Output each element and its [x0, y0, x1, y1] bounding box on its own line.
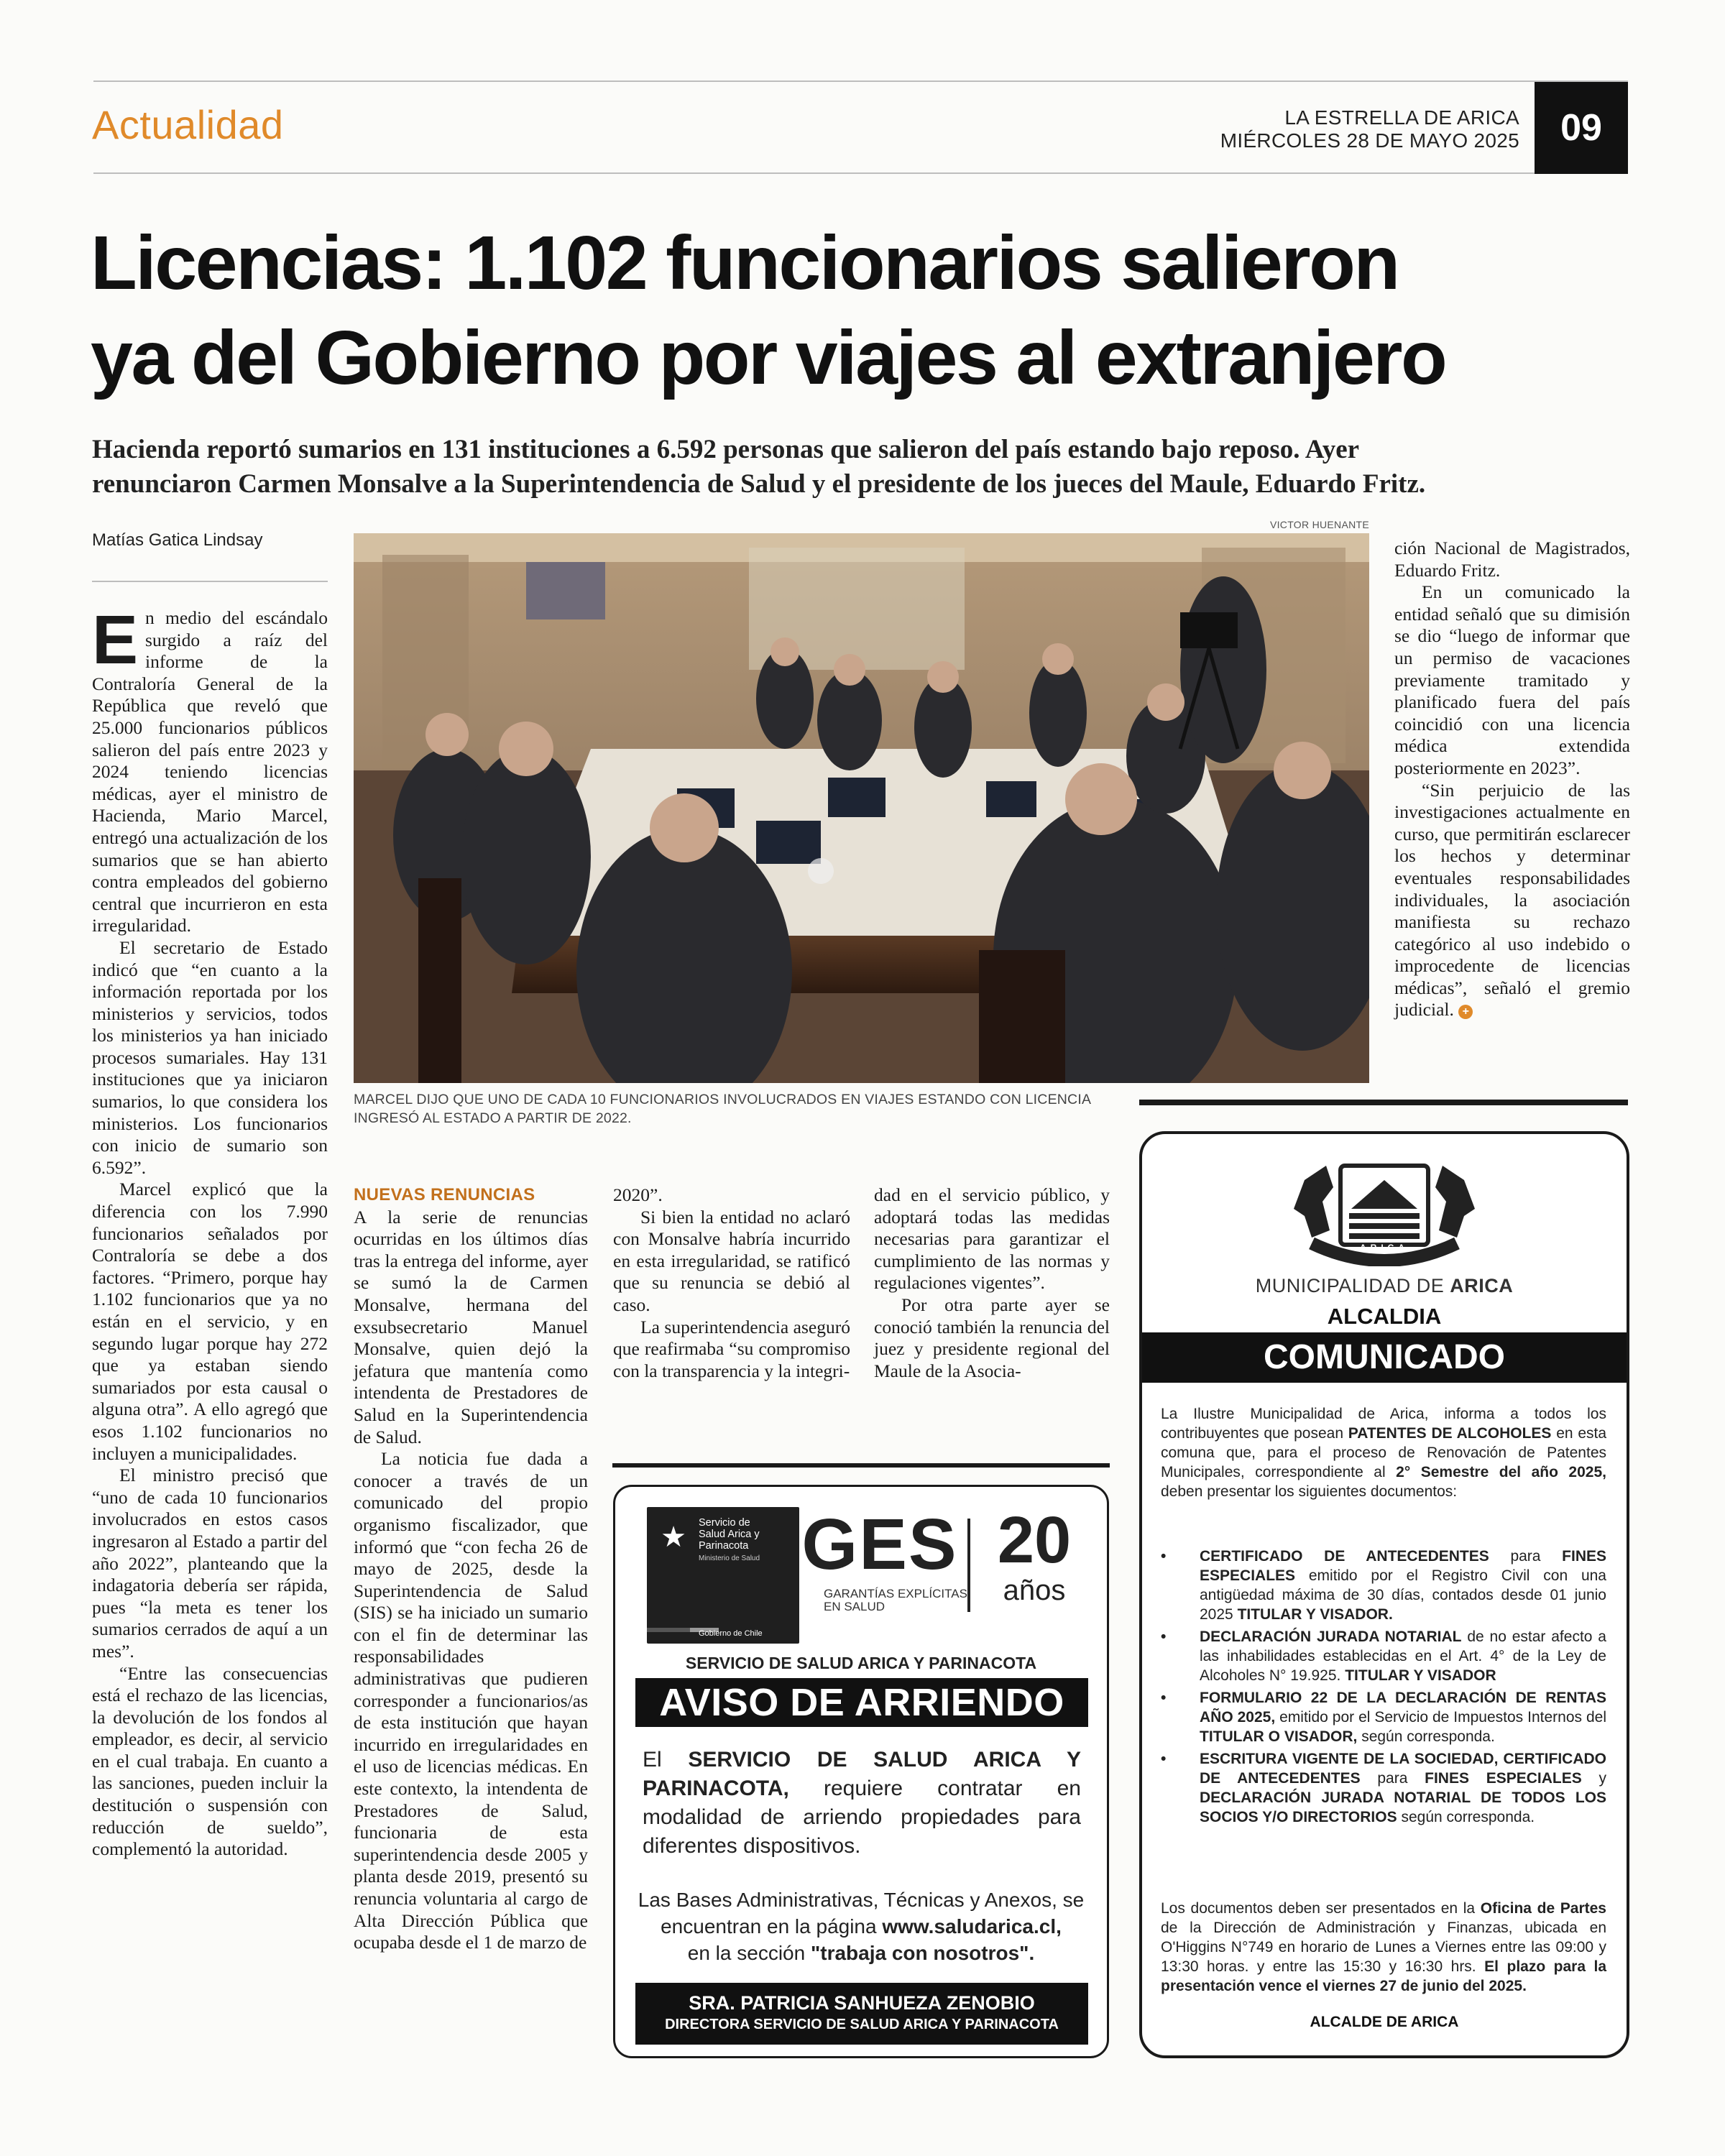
- bullet-icon: •: [1161, 1548, 1167, 1565]
- article-paragraph: “Sin perjuicio de las investigaciones actualmente en curso, que permitirán esclarecer los hechos y determinar eventuales responsabilidades individuales, la asociación manifiesta su rechazo categórico al uso indebido o improcedente de licencias médicas”, señaló el gremio judicial. +: [1394, 779, 1630, 1021]
- article-paragraph: Si bien la entidad no aclaró con Monsalve habría incurrido en esta irregularidad, se ratificó que su renuncia se debió al caso.: [613, 1206, 850, 1315]
- byline: Matías Gatica Lindsay: [92, 530, 263, 550]
- comunicado-title: COMUNICADO: [1264, 1338, 1505, 1376]
- ges-years: 20 años: [997, 1503, 1072, 1606]
- article-column-1: [92, 602, 328, 1861]
- deck: [92, 433, 1644, 502]
- list-item: • FORMULARIO 22 DE LA DECLARACIÓN DE RENTAS AÑO 2025, emitido por el Servicio de Impuestos Internos del TITULAR O VISADOR, según corresponda.: [1161, 1690, 1606, 1745]
- masthead-date: MIÉRCOLES 28 DE MAYO 2025: [1220, 129, 1519, 152]
- article-paragraph: En medio del escándalo surgido a raíz del informe de la Contraloría General de la República que reveló que 25.000 funcionarios públicos salieron del país entre 2023 y 2024 teniendo licencias médicas, ayer el ministro de Hacienda, Mario Marcel, entregó una actualización de los sumarios que se han abierto contra empleados del gobierno central que incurrieron en esta irregularidad.: [92, 602, 328, 936]
- bullet-icon: •: [1161, 1690, 1167, 1706]
- ges-ad-top-rule: [612, 1463, 1110, 1468]
- caption-line-1: MARCEL DIJO QUE UNO DE CADA 10 FUNCIONARIOS INVOLUCRADOS EN VIAJES ESTANDO CON LICENCIA: [354, 1092, 1092, 1107]
- article-column-2: [354, 1184, 588, 1954]
- masthead-name: LA ESTRELLA DE ARICA: [1284, 106, 1519, 129]
- deck-line-1: Hacienda reportó sumarios en 131 instituciones a 6.592 personas que salieron del país estando bajo reposo. Ayer: [92, 435, 1360, 464]
- drop-cap: E: [92, 602, 139, 678]
- comunicado-band: [1142, 1332, 1627, 1383]
- ges-signature-band: [635, 1983, 1088, 2045]
- ges-service-name: SERVICIO DE SALUD ARICA Y PARINACOTA: [685, 1654, 1037, 1672]
- headline-line-1: Licencias: 1.102 funcionarios salieron: [91, 221, 1399, 305]
- end-mark-icon: +: [1458, 1005, 1473, 1019]
- alcaldia-label: ALCALDIA: [1327, 1304, 1442, 1329]
- municipal-ad: [1139, 1131, 1629, 2058]
- article-paragraph: El ministro precisó que “uno de cada 10 funcionarios involucrados en estos casos ingresaron al Estado a partir del año 2022”, planteando que la indagatoria debería ser rápida, pues “la meta es tener los sumarios cerrados de aquí a un mes”.: [92, 1465, 328, 1662]
- subhead-nuevas-renuncias: NUEVAS RENUNCIAS: [354, 1185, 535, 1204]
- article-paragraph: La noticia fue dada a conocer a través de un comunicado del propio organismo fiscalizador, que informó que “con fecha 26 de mayo de 2025, desde la Superintendencia de Salud (SIS) se ha iniciado un sumario con el fin de determinar las responsabilidades administrativas que pudieren corresponder a funcionarios/as de esta institución que hayan incurrido en irregularidades en el uso de licencias médicas. En este contexto, la intendenta de Prestadores de Salud, funcionaria de esta superintendencia desde 2005 y planta desde 2019, presentó su renuncia voluntaria al cargo de Alta Dirección Pública que ocupaba desde el 1 de marzo de: [354, 1448, 588, 1953]
- meeting-illustration: [354, 533, 1369, 1083]
- headline: [91, 216, 1643, 405]
- crest-ribbon-label: ARICA: [1360, 1243, 1409, 1253]
- bullet-icon: •: [1161, 1751, 1167, 1767]
- article-paragraph: A la serie de renuncias ocurridas en los últimos días tras la entrega del informe, ayer se sumó la de Carmen Monsalve, hermana del exsubsecretario Manuel Monsalve, quien dejó la jefatura que mantenía como intendenta de Prestadores de Salud en la Superintendencia de Salud.: [354, 1206, 588, 1447]
- article-paragraph: ción Nacional de Magistrados, Eduardo Fritz.: [1394, 538, 1630, 581]
- list-item: • CERTIFICADO DE ANTECEDENTES para FINES ESPECIALES emitido por el Registro Civil con una antigüedad máxima de 30 días, contados desde 01 junio 2025 TITULAR Y VISADOR.: [1161, 1548, 1607, 1623]
- top-rule: [93, 80, 1628, 82]
- headline-line-2: ya del Gobierno por viajes al extranjero: [91, 315, 1446, 400]
- salud-arica-logo: ★ Servicio de Salud Arica y Parinacota Ministerio de Salud Gobierno de Chile: [647, 1507, 799, 1644]
- article-paragraph: “Entre las consecuencias está el rechazo de las licencias, la devolución de los fondos al empleador, es decir, al servicio en el cual trabaja. En cuanto a las sanciones, pueden incluir la destitución o suspensión con reducción de sueldo”, complementó la autoridad.: [92, 1662, 328, 1860]
- ges-website-link[interactable]: www.saludarica.cl,: [882, 1915, 1062, 1938]
- ges-bases: Las Bases Administrativas, Técnicas y Anexos, se encuentran en la página www.saludarica.cl, en la sección "trabaja con nosotros".: [638, 1889, 1085, 1964]
- page-number-box: [1535, 82, 1628, 174]
- photo-caption: [354, 1090, 1374, 1128]
- list-item: • DECLARACIÓN JURADA NOTARIAL de no estar afecto a las inhabilidades establecidas en el Art. 4° de la Ley de Alcoholes N° 19.925. TITULAR Y VISADOR: [1161, 1628, 1606, 1684]
- article-column-3: [613, 1184, 850, 1382]
- caption-line-2: INGRESÓ AL ESTADO A PARTIR DE 2022.: [354, 1110, 632, 1126]
- article-column-4: [874, 1184, 1110, 1382]
- photo-credit: VICTOR HUENANTE: [1269, 519, 1369, 530]
- comunicado-intro: La Ilustre Municipalidad de Arica, informa a todos los contribuyentes que posean PATENTES DE ALCOHOLES en esta comuna que, para el proceso de Renovación de Patentes Municipales, correspondiente al 2° Semestre del año 2025, deben presentar los siguientes documentos:: [1161, 1406, 1607, 1500]
- deck-line-2: renunciaron Carmen Monsalve a la Superintendencia de Salud y el presidente de los jueces del Maule, Eduardo Fritz.: [92, 469, 1426, 499]
- bullet-icon: •: [1161, 1628, 1167, 1645]
- municipalidad-name: MUNICIPALIDAD DE ARICA: [1255, 1275, 1514, 1296]
- byline-rule: [92, 581, 328, 582]
- section-label: Actualidad: [92, 102, 284, 147]
- article-paragraph: La superintendencia aseguró que reafirmaba “su compromiso con la transparencia y la integri-: [613, 1316, 850, 1381]
- article-paragraph: En un comunicado la entidad señaló que su dimisión se dio “luego de informar que un permiso de vacaciones previamente tramitado y planificado fuera del país coincidió con una licencia médica extendida posteriormente en 2023”.: [1394, 581, 1630, 778]
- list-item: • ESCRITURA VIGENTE DE LA SOCIEDAD, CERTIFICADO DE ANTECEDENTES para FINES ESPECIALES y DECLARACIÓN JURADA NOTARIAL DE TODOS LOS SOCIOS Y/O DIRECTORIOS según corresponda.: [1161, 1751, 1606, 1825]
- section-divider: [1139, 1100, 1628, 1105]
- requirements-list: [1161, 1547, 1606, 1827]
- ges-signer-role: DIRECTORA SERVICIO DE SALUD ARICA Y PARINACOTA: [665, 2017, 1059, 2032]
- article-paragraph: El secretario de Estado indicó que “en cuanto a la información reportada por los ministerios y servicios, todos los ministerios ya han iniciado procesos sumariales. Hay 131 instituciones que ya iniciaron sumarios, lo que considera los ministerios. Los funcionarios con inicio de sumario son 6.592”.: [92, 936, 328, 1178]
- header-rule: [93, 172, 1535, 174]
- article-paragraph: 2020”.: [613, 1184, 663, 1205]
- ges-ad: [613, 1485, 1109, 2058]
- comunicado-footer: Los documentos deben ser presentados en la Oficina de Partes de la Dirección de Administración y Finanzas, ubicada en O'Higgins N°749 en horario de Lunes a Viernes entre las 09:00 y 13:30 horas. y entre las 15:30 y 16:30 hrs. El plazo para la presentación vence el viernes 27 de junio del 2025.: [1161, 1900, 1607, 1994]
- article-paragraph: Marcel explicó que la diferencia con los 7.990 funcionarios señalados por Contraloría se debe a dos factores. “Primero, porque hay 1.102 funcionarios que ya no están en el servicio, y en segundo lugar porque hay 272 que ya estaban siendo sumariados por esta causal o alguna otra”. A ello agregó que esos 1.102 funcionarios no incluyen a municipalidades.: [92, 1179, 328, 1464]
- comunicado-signature: ALCALDE DE ARICA: [1310, 2014, 1459, 2030]
- news-photo: [354, 533, 1369, 1083]
- chile-shield-icon: ★: [661, 1521, 686, 1553]
- page-number: 09: [1560, 107, 1602, 149]
- ges-tagline: GARANTÍAS EXPLÍCITAS EN SALUD: [824, 1587, 967, 1613]
- article-paragraph: dad en el servicio público, y adoptará todas las medidas necesarias para garantizar el cumplimiento de las normas y regulaciones vigentes”.: [874, 1184, 1110, 1294]
- ges-logo: GES: [801, 1504, 958, 1585]
- article-column-5: [1394, 538, 1630, 1021]
- ges-body: El SERVICIO DE SALUD ARICA Y PARINACOTA, requiere contratar en modalidad de arriendo propiedades para diferentes dispositivos.: [643, 1748, 1081, 1858]
- article-paragraph: Por otra parte ayer se conoció también la renuncia del juez y presidente regional del Maule de la Asocia-: [874, 1294, 1110, 1381]
- ges-divider: [967, 1519, 970, 1612]
- ges-signer: SRA. PATRICIA SANHUEZA ZENOBIO: [689, 1992, 1035, 2014]
- ges-title-band: [635, 1678, 1088, 1727]
- ges-title: AVISO DE ARRIENDO: [659, 1681, 1064, 1724]
